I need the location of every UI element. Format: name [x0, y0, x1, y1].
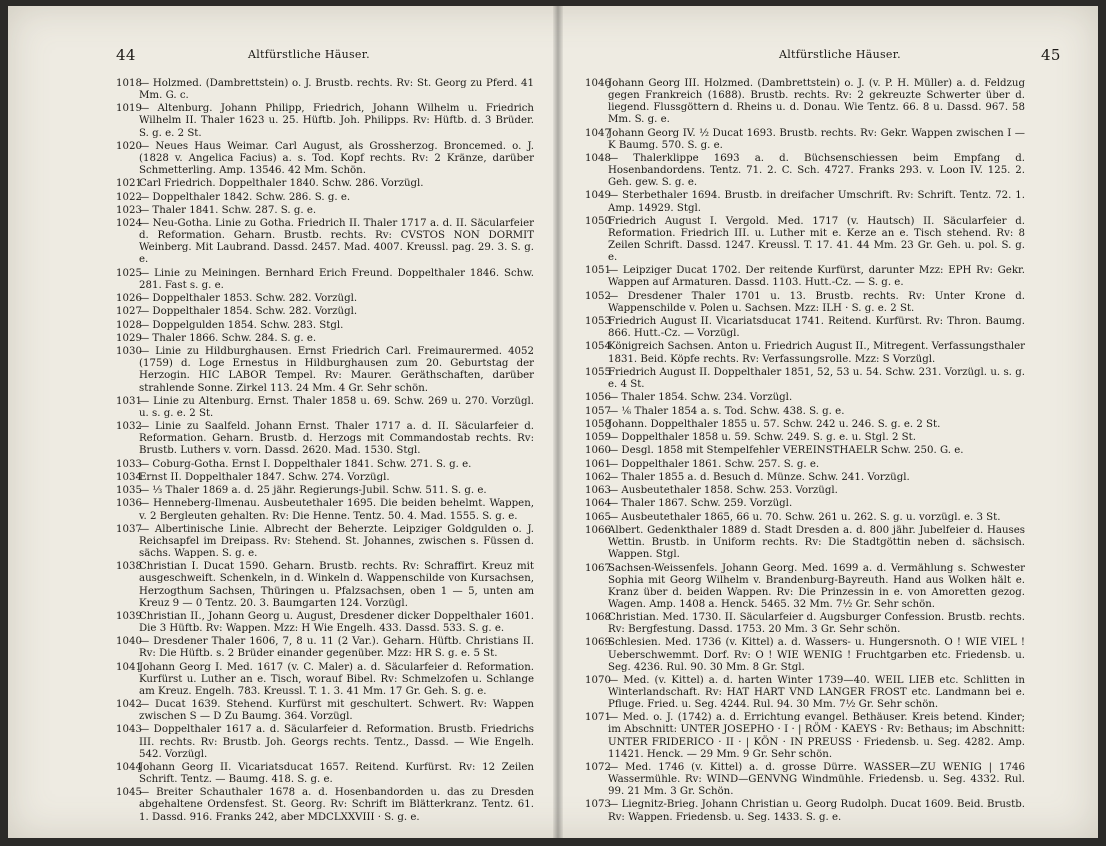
catalog-entry: [585, 216, 1025, 264]
catalog-entry: [585, 291, 1025, 315]
entry-number: 1043: [116, 724, 142, 736]
entry-number: 1071: [585, 712, 611, 724]
entry-number: 1018: [116, 78, 142, 89]
book-gutter: [553, 6, 563, 838]
catalog-entry: [585, 432, 1025, 444]
entry-text: — Ausbeutethaler 1858. Schw. 253. Vorzügl.: [608, 485, 838, 497]
catalog-entry: [116, 561, 534, 609]
entry-number: 1063: [585, 485, 611, 497]
entry-text: Carl Friedrich. Doppelthaler 1840. Schw. 286. Vorzügl.: [139, 178, 424, 190]
entry-number: 1048: [585, 152, 611, 164]
entry-text: — Linie zu Altenburg. Ernst. Thaler 1858 u. 69. Schw. 269 u. 270. Vorzügl. u. s. g. e. 2 St.: [139, 395, 534, 419]
entry-text: — Doppelthaler 1861. Schw. 257. S. g. e.: [608, 458, 820, 470]
catalog-entry: [116, 346, 534, 394]
catalog-entry: [585, 563, 1025, 611]
catalog-entry: [116, 472, 534, 484]
entry-text: Johann Georg II. Vicariatsducat 1657. Reitend. Kurfürst. Rv: 12 Zeilen Schrift. Tentz. — Baumg. 418. S. g. e.: [139, 761, 534, 786]
entry-text: — Linie zu Meiningen. Bernhard Erich Freund. Doppelthaler 1846. Schw. 281. Fast s. g. e.: [139, 267, 534, 291]
entry-text: — Med. o. J. (1742) a. d. Errichtung evangel. Bethäuser. Kreis betend. Kinder; im Abschnitt: UNTER JOSEPHO · I · | RÖM · KAEYS · Rv: Bethaus; im Abschnitt: UNTER FRIDERICO · II · | KÖN · IN PREUSS · Friedensb. u. Seg. 4282. Amp. 11421. Henck. — 29 Mm. 9 Gr. Sehr schön.: [608, 712, 1025, 760]
entry-text: — Doppelthaler 1842. Schw. 286. S. g. e.: [139, 191, 351, 203]
catalog-entry: [116, 662, 534, 698]
entry-text: Johann Georg III. Holzmed. (Dambrettstein) o. J. (v. P. H. Müller) a. d. Feldzug gegen Frankreich (1688). Brustb. rechts. Rv: 2 gekreuzte Schwerter über d. liegend. Flussgöttern d. Rheins u. d. Donau. Wie Tentz. 66. 8 u. Dassd. 967. 58 Mm. S. g. e.: [608, 78, 1025, 126]
entry-text: — Neu-Gotha. Linie zu Gotha. Friedrich II. Thaler 1717 a. d. II. Säcularfeier d. Reformation. Geharn. Brustb. rechts. Rv: CVSTOS NON DORMIT Weinberg. Mit Laubrand. Dassd. 2457. Mad. 4007. Kreussl. pag. 29. 3. S. g. e.: [139, 218, 534, 266]
entry-text: Johann Georg I. Med. 1617 (v. C. Maler) a. d. Säcularfeier d. Reformation. Kurfürst u. Luther an e. Tisch, worauf Bibel. Rv: Schmelzofen u. Schlange am Kreuz. Engelh. 783. Kreussl. T. 1. 3. 41 Mm. 17 Gr. Geh. S. g. e.: [139, 661, 534, 697]
entry-text: — Linie zu Saalfeld. Johann Ernst. Thaler 1717 a. d. II. Säcularfeier d. Reformation. Geharn. Brustb. d. Herzogs mit Commandostab rechts. Rv: Brustb. Luthers v. vorn. Dassd. 2620. Mad. 1530. Stgl.: [139, 421, 534, 457]
entry-number: 1056: [585, 392, 611, 404]
catalog-entry: [116, 205, 534, 217]
entry-number: 1035: [116, 485, 142, 497]
entry-number: 1030: [116, 346, 142, 358]
entry-text: — Coburg-Gotha. Ernst I. Doppelthaler 1841. Schw. 271. S. g. e.: [139, 458, 472, 470]
catalog-entry: [116, 78, 534, 102]
entry-number: 1027: [116, 306, 142, 318]
entry-number: 1059: [585, 432, 611, 444]
entry-number: 1046: [585, 78, 611, 89]
catalog-entry: [585, 762, 1025, 798]
left-page: [8, 6, 554, 838]
catalog-entry: [585, 78, 1025, 126]
right-page: [563, 6, 1098, 838]
entry-number: 1047: [585, 127, 611, 139]
entry-text: — Med. (v. Kittel) a. d. harten Winter 1739—40. WEIL LIEB etc. Schlitten in Winterlandschaft. Rv: HAT HART VND LANGER FROST etc. Landmann bei e. Pfluge. Fried. u. Seg. 4244. Rul. 94. 30 Mm. 7½ Gr. Sehr schön.: [608, 674, 1025, 711]
catalog-entry: [116, 396, 534, 420]
entry-number: 1040: [116, 636, 142, 648]
entry-text: Sachsen-Weissenfels. Johann Georg. Med. 1699 a. d. Vermählung s. Schwester Sophia mit Georg Wilhelm v. Brandenburg-Bayreuth. Hand aus Wolken hält e. Kranz über d. beiden Wappen. Rv: Die Prinzessin in e. von Amoretten gezog. Wagen. Amp. 1408 a. Henck. 5465. 32 Mm. 7½ Gr. Sehr schön.: [608, 562, 1025, 610]
entry-text: — Leipziger Ducat 1702. Der reitende Kurfürst, darunter Mzz: EPH Rv: Gekr. Wappen auf Armaturen. Dassd. 1103. Hutt.-Cz. — S. g. e.: [608, 265, 1025, 289]
entry-number: 1044: [116, 761, 142, 773]
catalog-entry: [585, 406, 1025, 418]
catalog-entry: [585, 392, 1025, 404]
entry-number: 1033: [116, 458, 142, 470]
catalog-entry: [116, 293, 534, 305]
entry-number: 1057: [585, 405, 611, 417]
entry-text: Ernst II. Doppelthaler 1847. Schw. 274. Vorzügl.: [139, 471, 390, 483]
entry-number: 1042: [116, 699, 142, 711]
catalog-entry: [116, 192, 534, 204]
page-number: 45: [1041, 46, 1061, 64]
entry-number: 1058: [585, 418, 611, 430]
running-head: Altfürstliche Häuser.: [248, 48, 370, 61]
entry-number: 1037: [116, 523, 142, 535]
catalog-entry: [585, 153, 1025, 189]
catalog-entry: [116, 699, 534, 723]
entry-text: Christian II., Johann Georg u. August, Dresdener dicker Doppelthaler 1601. Die 3 Hüftb. Rv: Wappen. Mzz: H Wie Engelh. 433. Dassd. 533. S. g. e.: [139, 610, 534, 634]
catalog-entry: [116, 498, 534, 522]
entry-number: 1053: [585, 316, 611, 328]
entry-number: 1038: [116, 561, 142, 573]
catalog-entry: [585, 498, 1025, 510]
entry-text: Christian I. Ducat 1590. Geharn. Brustb. rechts. Rv: Schraffirt. Kreuz mit ausgeschweift. Schenkeln, in d. Winkeln d. Wappenschilde von Kursachsen, Herzogthum Sachsen, Thüringen u. Pfalzsachsen, oben 1 — 5, unten am Kreuz 9 — 0 Tentz. 20. 3. Baumgarten 124. Vorzügl.: [139, 561, 534, 609]
catalog-entry: [585, 799, 1025, 823]
entry-text: Christian. Med. 1730. II. Säcularfeier d. Augsburger Confession. Brustb. rechts. Rv: Bergfestung. Dassd. 1753. 20 Mm. 3 Gr. Sehr schön.: [608, 612, 1025, 636]
entry-text: Friedrich August II. Doppelthaler 1851, 52, 53 u. 54. Schw. 231. Vorzügl. u. s. g. e. 4 St.: [608, 366, 1025, 390]
entry-text: — Thaler 1854. Schw. 234. Vorzügl.: [608, 392, 793, 404]
catalog-entry: [116, 178, 534, 190]
entry-text: — Dresdener Thaler 1701 u. 13. Brustb. rechts. Rv: Unter Krone d. Wappenschilde v. Polen u. Sachsen. Mzz: ILH · S. g. e. 2 St.: [608, 290, 1025, 314]
entry-number: 1022: [116, 191, 142, 203]
entry-text: Schlesien. Med. 1736 (v. Kittel) a. d. Wassers- u. Hungersnoth. O ! WIE VIEL ! Ueberschwemmt. Dorf. Rv: O ! WIE WENIG ! Fruchtgarben etc. Friedensb. u. Seg. 4236. Rul. 90. 30 Mm. 8 Gr. Stgl.: [608, 637, 1025, 673]
catalog-entry: [585, 612, 1025, 636]
catalog-entry: [585, 712, 1025, 760]
catalog-entry: [116, 787, 534, 823]
entry-text: — Doppelthaler 1854. Schw. 282. Vorzügl.: [139, 306, 358, 318]
catalog-entry: [585, 419, 1025, 431]
catalog-entry: [116, 485, 534, 497]
entry-number: 1073: [585, 799, 611, 811]
entry-text: — Desgl. 1858 mit Stempelfehler VEREINSTHAELR Schw. 250. G. e.: [608, 445, 964, 457]
entry-number: 1026: [116, 293, 142, 305]
catalog-entry: [116, 268, 534, 292]
entry-number: 1067: [585, 562, 611, 574]
entry-text: — Neues Haus Weimar. Carl August, als Grossherzog. Broncemed. o. J. (1828 v. Angelica Facius) a. s. Tod. Kopf rechts. Rv: 2 Kränze, darüber Schmetterling. Amp. 13546. 42 Mm. Schön.: [139, 140, 534, 177]
entry-text: Albert. Gedenkthaler 1889 d. Stadt Dresden a. d. 800 jähr. Jubelfeier d. Hauses Wettin. Brustb. in Uniform rechts. Rv: Die Stadtgöttin neben d. sächsisch. Wappen. Stgl.: [608, 525, 1025, 561]
catalog-entry: [585, 316, 1025, 340]
catalog-entry: [585, 525, 1025, 561]
entry-number: 1028: [116, 319, 142, 331]
entry-number: 1055: [585, 366, 611, 378]
catalog-entry: [116, 320, 534, 332]
entry-text: — Doppelgulden 1854. Schw. 283. Stgl.: [139, 319, 344, 331]
catalog-entry: [585, 265, 1025, 289]
catalog-entry: [585, 485, 1025, 497]
entry-text: Friedrich August II. Vicariatsducat 1741. Reitend. Kurfürst. Rv: Thron. Baumg. 866. Hutt.-Cz. — Vorzügl.: [608, 316, 1025, 340]
entry-number: 1062: [585, 471, 611, 483]
catalog-entry: [116, 218, 534, 266]
entry-number: 1041: [116, 661, 142, 673]
entry-number: 1019: [116, 103, 142, 115]
entry-number: 1025: [116, 267, 142, 279]
entry-number: 1069: [585, 637, 611, 649]
catalog-entry: [116, 611, 534, 635]
entry-text: — Thaler 1866. Schw. 284. S. g. e.: [139, 332, 317, 344]
entry-number: 1024: [116, 218, 142, 230]
entry-number: 1029: [116, 332, 142, 344]
entry-number: 1060: [585, 445, 611, 457]
entry-number: 1072: [585, 761, 611, 773]
catalog-entry: [116, 459, 534, 471]
entry-text: — Doppelthaler 1858 u. 59. Schw. 249. S. g. e. u. Stgl. 2 St.: [608, 432, 916, 444]
entry-number: 1045: [116, 787, 142, 799]
catalog-entry: [116, 762, 534, 786]
entry-number: 1068: [585, 612, 611, 624]
catalog-entry: [116, 333, 534, 345]
entry-text: — Breiter Schauthaler 1678 a. d. Hosenbandorden u. das zu Dresden abgehaltene Ordensfest. St. Georg. Rv: Schrift im Blätterkranz. Tentz. 61. 1. Dassd. 916. Franks 242, aber MDCLXXVIII · S. g. e.: [139, 787, 534, 823]
entry-number: 1051: [585, 265, 611, 277]
entry-text: — Doppelthaler 1853. Schw. 282. Vorzügl.: [139, 293, 358, 305]
catalog-entry: [585, 128, 1025, 152]
entry-text: — Sterbethaler 1694. Brustb. in dreifacher Umschrift. Rv: Schrift. Tentz. 72. 1. Amp. 14929. Stgl.: [608, 190, 1025, 214]
entry-text: — Ducat 1639. Stehend. Kurfürst mit geschultert. Schwert. Rv: Wappen zwischen S — D Zu Baumg. 364. Vorzügl.: [139, 699, 534, 723]
catalog-entry: [585, 472, 1025, 484]
catalog-entry: [585, 637, 1025, 673]
page-number: 44: [116, 46, 136, 64]
catalog-entry: [585, 190, 1025, 214]
entry-number: 1066: [585, 525, 611, 537]
catalog-entry: [585, 512, 1025, 524]
entry-number: 1049: [585, 190, 611, 202]
entry-text: — Altenburg. Johann Philipp, Friedrich, Johann Wilhelm u. Friedrich Wilhelm II. Thaler 1623 u. 25. Hüftb. Joh. Philipps. Rv: Hüftb. d. 3 Brüder. S. g. e. 2 St.: [139, 103, 534, 139]
catalog-entry: [585, 445, 1025, 457]
entry-text: — Albertinische Linie. Albrecht der Beherzte. Leipziger Goldgulden o. J. Reichsapfel im Dreipass. Rv: Stehend. St. Johannes, zwischen s. Füssen d. sächs. Wappen. S. g. e.: [139, 523, 534, 560]
entry-text: — Ausbeutethaler 1865, 66 u. 70. Schw. 261 u. 262. S. g. u. vorzügl. e. 3 St.: [608, 511, 1001, 523]
entry-text: Friedrich August I. Vergold. Med. 1717 (v. Hautsch) II. Säcularfeier d. Reformation. Friedrich III. u. Luther mit e. Kerze an e. Tisch stehend. Rv: 8 Zeilen Schrift. Dassd. 1247. Kreussl. T. 17. 41. 44 Mm. 23 Gr. Geh. u. pol. S. g. e.: [608, 215, 1025, 264]
catalog-entry: [585, 341, 1025, 365]
entry-number: 1050: [585, 215, 611, 227]
entry-number: 1034: [116, 471, 142, 483]
entry-text: — Thaler 1841. Schw. 287. S. g. e.: [139, 204, 317, 216]
entry-number: 1064: [585, 498, 611, 510]
entry-number: 1039: [116, 610, 142, 622]
entry-text: — Doppelthaler 1617 a. d. Säcularfeier d. Reformation. Brustb. Friedrichs III. rechts. Rv: Brustb. Joh. Georgs rechts. Tentz., Dassd. — Wie Engelh. 542. Vorzügl.: [139, 724, 534, 760]
entry-text: — Med. 1746 (v. Kittel) a. d. grosse Dürre. WASSER—ZU WENIG | 1746 Wassermühle. Rv: WIND—GENVNG Windmühle. Friedensb. u. Seg. 4332. Rul. 99. 21 Mm. 3 Gr. Schön.: [608, 761, 1025, 798]
catalog-entries: [585, 78, 1025, 825]
entry-text: — ⅙ Thaler 1854 a. s. Tod. Schw. 438. S. g. e.: [608, 405, 845, 417]
running-head: Altfürstliche Häuser.: [779, 48, 901, 61]
entry-text: — Henneberg-Ilmenau. Ausbeutethaler 1695. Die beiden behelmt. Wappen, v. 2 Bergleuten gehalten. Rv: Die Henne. Tentz. 50. 4. Mad. 1555. S. g. e.: [139, 498, 534, 522]
entry-text: — Linie zu Hildburghausen. Ernst Friedrich Carl. Freimaurermed. 4052 (1759) d. Loge Ernestus in Hildburghausen zum 20. Geburtstag der Herzogin. HIC LABOR Tempel. Rv: Maurer. Geräthschaften, darüber strahlende Sonne. Zirkel 113. 24 Mm. 4 Gr. Sehr schön.: [139, 346, 534, 394]
entry-text: — Dresdener Thaler 1606, 7, 8 u. 11 (2 Var.). Geharn. Hüftb. Christians II. Rv: Die Hüftb. s. 2 Brüder einander gegenüber. Mzz: HR S. g. e. 5 St.: [139, 636, 534, 660]
entry-number: 1052: [585, 290, 611, 302]
catalog-entry: [585, 459, 1025, 471]
catalog-entry: [116, 524, 534, 560]
entry-number: 1032: [116, 421, 142, 433]
entry-text: — Thalerklippe 1693 a. d. Büchsenschiessen beim Empfang d. Hosenbandordens. Tentz. 71. 2. C. Sch. 4727. Franks 293. v. Loon IV. 125. 2. Geh. gew. S. g. e.: [608, 152, 1025, 189]
entry-number: 1020: [116, 140, 142, 152]
entry-number: 1061: [585, 458, 611, 470]
book-spread: [8, 6, 1098, 838]
catalog-entry: [116, 636, 534, 660]
entry-number: 1054: [585, 341, 611, 353]
catalog-entries: [116, 78, 534, 825]
entry-text: — Holzmed. (Dambrettstein) o. J. Brustb. rechts. Rv: St. Georg zu Pferd. 41 Mm. G. c.: [139, 78, 534, 102]
catalog-entry: [116, 421, 534, 457]
entry-number: 1036: [116, 498, 142, 510]
catalog-entry: [585, 367, 1025, 391]
entry-number: 1023: [116, 204, 142, 216]
entry-text: — Thaler 1855 a. d. Besuch d. Münze. Schw. 241. Vorzügl.: [608, 471, 910, 483]
entry-text: Königreich Sachsen. Anton u. Friedrich August II., Mitregent. Verfassungsthaler 1831. Beid. Köpfe rechts. Rv: Verfassungsrolle. Mzz: S Vorzügl.: [608, 341, 1025, 365]
entry-text: Johann. Doppelthaler 1855 u. 57. Schw. 242 u. 246. S. g. e. 2 St.: [608, 418, 941, 430]
catalog-entry: [116, 724, 534, 760]
entry-number: 1021: [116, 178, 142, 190]
catalog-entry: [585, 675, 1025, 711]
entry-number: 1031: [116, 395, 142, 407]
entry-text: — Thaler 1867. Schw. 259. Vorzügl.: [608, 498, 793, 510]
entry-number: 1070: [585, 674, 611, 686]
entry-text: — ⅓ Thaler 1869 a. d. 25 jähr. Regierungs-Jubil. Schw. 511. S. g. e.: [139, 485, 487, 497]
entry-text: — Liegnitz-Brieg. Johann Christian u. Georg Rudolph. Ducat 1609. Beid. Brustb. Rv: Wappen. Friedensb. u. Seg. 1433. S. g. e.: [608, 799, 1025, 823]
catalog-entry: [116, 306, 534, 318]
catalog-entry: [116, 141, 534, 177]
catalog-entry: [116, 103, 534, 139]
entry-text: Johann Georg IV. ½ Ducat 1693. Brustb. rechts. Rv: Gekr. Wappen zwischen I — K Baumg. 570. S. g. e.: [608, 127, 1025, 151]
entry-number: 1065: [585, 511, 611, 523]
